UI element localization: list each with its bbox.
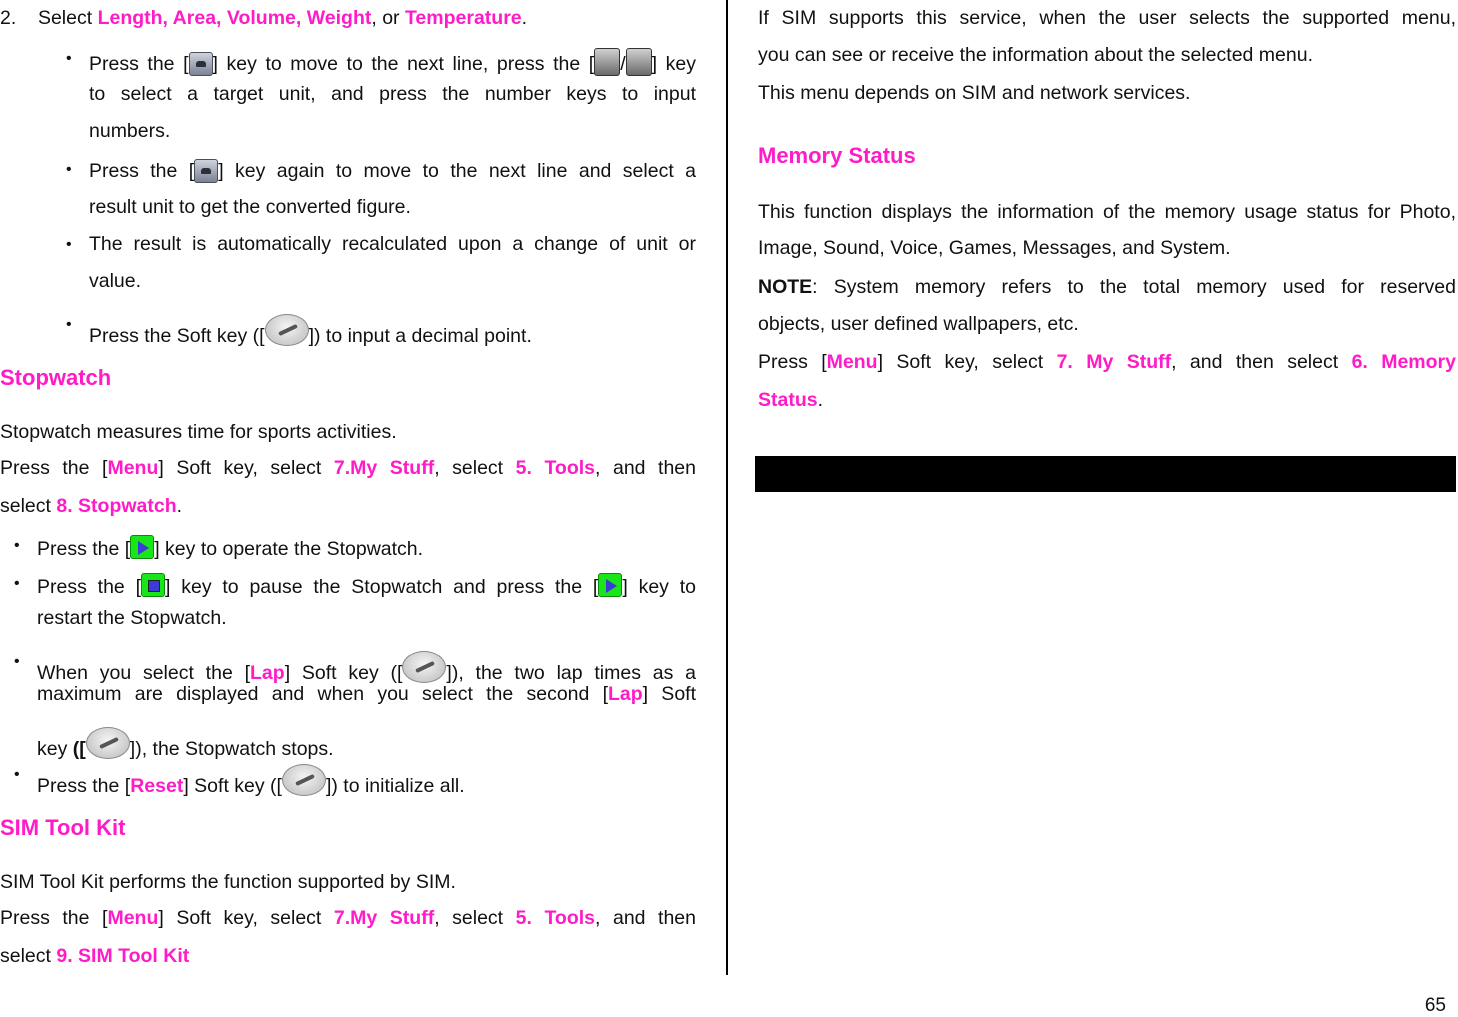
bullet-icon: • bbox=[66, 161, 72, 178]
menu-term: 8. Stopwatch bbox=[56, 495, 177, 517]
bullet-icon: • bbox=[14, 575, 20, 592]
stopwatch-bullet-4: Press the [Reset] Soft key ([ ]) to initialize all. bbox=[37, 764, 696, 796]
stopwatch-bullet-3-line2: maximum are displayed and when you select the second [Lap] Soft bbox=[37, 683, 696, 705]
conv-bullet-2-line2: result unit to get the converted figure. bbox=[89, 196, 411, 218]
bullet-icon: • bbox=[14, 537, 20, 554]
menu-term: Reset bbox=[130, 775, 184, 797]
text: , or bbox=[371, 7, 400, 29]
black-bar bbox=[755, 456, 1456, 492]
menu-term: Lap bbox=[608, 683, 643, 705]
sim-tool-kit-path-line1: Press the [Menu] Soft key, select 7.My Stuff, select 5. Tools, and then bbox=[0, 907, 696, 929]
memory-note-line1: NOTE: System memory refers to the total memory used for reserved bbox=[758, 276, 1456, 298]
menu-term-length: Length bbox=[97, 7, 163, 29]
menu-term-weight: Weight bbox=[306, 7, 372, 29]
stopwatch-path-line1: Press the [Menu] Soft key, select 7.My Stuff, select 5. Tools, and then bbox=[0, 457, 696, 479]
stopwatch-heading: Stopwatch bbox=[0, 365, 112, 390]
play-key-icon bbox=[598, 573, 622, 597]
conv-bullet-1-line1: Press the [ ] key to move to the next line, press the [ / ] key bbox=[89, 48, 696, 76]
menu-term: Menu bbox=[826, 351, 878, 373]
menu-term: 7.My Stuff bbox=[333, 907, 435, 929]
step-number: 2. bbox=[0, 7, 17, 29]
column-divider bbox=[726, 0, 728, 975]
menu-term: Lap bbox=[250, 662, 285, 684]
bullet-icon: • bbox=[14, 766, 20, 783]
send-key-icon bbox=[194, 159, 218, 183]
play-key-icon bbox=[130, 535, 154, 559]
conv-bullet-3-line1: The result is automatically recalculated upon a change of unit or bbox=[89, 233, 696, 255]
sim-paragraph-line1: If SIM supports this service, when the user selects the supported menu, bbox=[758, 7, 1456, 29]
send-key-icon bbox=[189, 52, 213, 76]
menu-term: 7.My Stuff bbox=[333, 457, 435, 479]
conv-bullet-2-line1: Press the [ ] key again to move to the next line and select a bbox=[89, 160, 696, 182]
memory-note-line2: objects, user defined wallpapers, etc. bbox=[758, 313, 1079, 335]
stopwatch-bullet-2-line1: Press the [ ] key to pause the Stopwatch and press the [ ] key to bbox=[37, 573, 696, 597]
memory-path-line1: Press [Menu] Soft key, select 7. My Stuff, and then select 6. Memory bbox=[758, 351, 1456, 373]
conv-bullet-4: Press the Soft key ([ ]) to input a decimal point. bbox=[89, 314, 696, 346]
memory-desc-line1: This function displays the information of the memory usage status for Photo, bbox=[758, 201, 1456, 223]
stop-key-icon bbox=[141, 573, 165, 597]
stopwatch-path-line2: select 8. Stopwatch. bbox=[0, 495, 183, 517]
menu-term: Menu bbox=[107, 457, 159, 479]
sim-tool-kit-description: SIM Tool Kit performs the function supported by SIM. bbox=[0, 871, 456, 893]
page-number: 65 bbox=[1424, 995, 1446, 1016]
menu-term-volume: Volume bbox=[226, 7, 296, 29]
stopwatch-bullet-3-line3: key ([ ]), the Stopwatch stops. bbox=[37, 727, 696, 759]
conv-bullet-1-line2: to select a target unit, and press the number keys to input bbox=[89, 83, 696, 105]
menu-term: Menu bbox=[107, 907, 159, 929]
sim-tool-kit-path-line2: select 9. SIM Tool Kit bbox=[0, 945, 190, 967]
sim-paragraph-2: This menu depends on SIM and network services. bbox=[758, 82, 1191, 104]
conversion-step-2: 2. Select Length, Area, Volume, Weight, or Temperature. bbox=[0, 7, 528, 29]
menu-term: 5. Tools bbox=[515, 907, 596, 929]
bullet-icon: • bbox=[66, 236, 72, 253]
bullet-icon: • bbox=[66, 316, 72, 333]
menu-term: 5. Tools bbox=[515, 457, 596, 479]
menu-term: 9. SIM Tool Kit bbox=[56, 945, 190, 967]
text: Select bbox=[37, 7, 93, 29]
stopwatch-bullet-3-line1: When you select the [Lap] Soft key ([ ]), the two lap times as a bbox=[37, 651, 696, 683]
memory-desc-line2: Image, Sound, Voice, Games, Messages, and System. bbox=[758, 237, 1231, 259]
conv-bullet-1-line3: numbers. bbox=[89, 120, 171, 142]
stopwatch-bullet-1: Press the [ ] key to operate the Stopwatch. bbox=[37, 535, 696, 559]
text: . bbox=[521, 7, 528, 29]
memory-status-heading: Memory Status bbox=[758, 143, 916, 168]
sim-tool-kit-heading: SIM Tool Kit bbox=[0, 815, 126, 840]
soft-key-icon bbox=[265, 314, 309, 346]
note-label: NOTE bbox=[758, 276, 813, 298]
menu-term-temperature: Temperature bbox=[404, 7, 522, 29]
menu-term-area: Area bbox=[172, 7, 217, 29]
conv-bullet-3-line2: value. bbox=[89, 270, 142, 292]
bullet-icon: • bbox=[14, 653, 20, 670]
stopwatch-description: Stopwatch measures time for sports activities. bbox=[0, 421, 397, 443]
contacts-key-icon bbox=[626, 48, 652, 76]
menu-term: 6. Memory bbox=[1351, 351, 1456, 373]
soft-key-icon bbox=[86, 727, 130, 759]
menu-term: 7. My Stuff bbox=[1056, 351, 1172, 373]
menu-term: Status bbox=[758, 389, 818, 411]
memory-path-line2: Status. bbox=[758, 389, 824, 411]
soft-key-icon bbox=[282, 764, 326, 796]
camera-key-icon bbox=[594, 48, 620, 76]
soft-key-icon bbox=[402, 651, 446, 683]
bullet-icon: • bbox=[66, 50, 72, 67]
stopwatch-bullet-2-line2: restart the Stopwatch. bbox=[37, 607, 227, 629]
sim-paragraph-line2: you can see or receive the information about the selected menu. bbox=[758, 44, 1313, 66]
